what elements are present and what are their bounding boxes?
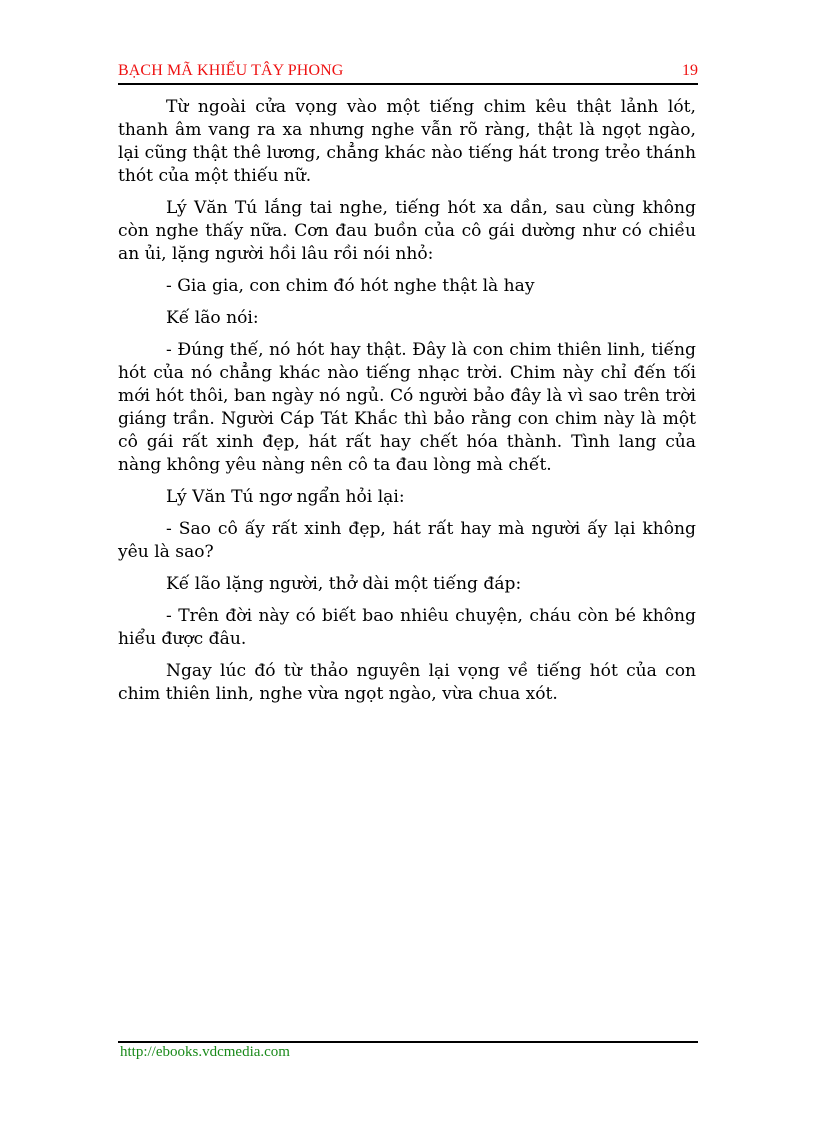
header-divider — [118, 83, 698, 85]
paragraph: - Sao cô ấy rất xinh đẹp, hát rất hay mà người ấy lại không yêu là sao? — [118, 519, 696, 562]
book-title: BẠCH MÃ KHIẾU TÂY PHONG — [118, 62, 344, 79]
paragraph: Kế lão lặng người, thở dài một tiếng đáp: — [166, 574, 522, 594]
footer-website-link[interactable]: http://ebooks.vdcmedia.com — [120, 1044, 290, 1060]
footer-divider — [118, 1041, 698, 1043]
paragraph: Từ ngoài cửa vọng vào một tiếng chim kêu thật lảnh lót, thanh âm vang ra xa nhưng nghe vẫn rõ ràng, thật là ngọt ngào, lại cũng thật thê lương, chẳng khác nào tiếng hát trong trẻo thánh thót của một thiếu nữ. — [118, 97, 696, 186]
paragraph: - Gia gia, con chim đó hót nghe thật là hay — [166, 276, 535, 296]
paragraph: - Trên đời này có biết bao nhiêu chuyện, cháu còn bé không hiểu được đâu. — [118, 606, 696, 649]
paragraph: Lý Văn Tú lắng tai nghe, tiếng hót xa dần, sau cùng không còn nghe thấy nữa. Cơn đau buồn của cô gái dường như có chiều an ủi, lặng người hồi lâu rồi nói nhỏ: — [118, 198, 696, 264]
paragraph: - Đúng thế, nó hót hay thật. Đây là con chim thiên linh, tiếng hót của nó chẳng khác nào tiếng nhạc trời. Chim này chỉ đến tối mới hót thôi, ban ngày nó ngủ. Có người bảo đây là vì sao trên trời giáng trần. Người Cáp Tát Khắc thì bảo rằng con chim này là một cô gái rất xinh đẹp, hát rất hay chết hóa thành. Tình lang của nàng không yêu nàng nên cô ta đau lòng mà chết. — [118, 340, 696, 475]
paragraph: Lý Văn Tú ngơ ngẩn hỏi lại: — [166, 487, 405, 507]
paragraph: Kế lão nói: — [166, 308, 259, 328]
page-body — [118, 96, 696, 715]
paragraph: Ngay lúc đó từ thảo nguyên lại vọng về tiếng hót của con chim thiên linh, nghe vừa ngọt ngào, vừa chua xót. — [118, 661, 696, 704]
page-number: 19 — [682, 62, 698, 79]
